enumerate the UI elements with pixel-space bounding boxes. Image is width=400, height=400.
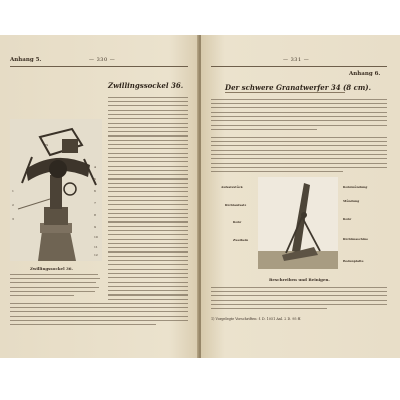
left-body-column	[108, 95, 188, 301]
figure-number: 5	[94, 177, 96, 181]
figure-label-left: Zweibein	[233, 238, 249, 242]
left-header-rule	[10, 66, 188, 67]
figure-number: 7	[94, 201, 96, 205]
left-page	[0, 35, 199, 358]
left-figure-caption: Zwillingssockel 36.	[30, 266, 73, 271]
left-body-bottom	[10, 301, 188, 327]
figure-label-left: Aufsatzstück	[221, 185, 243, 189]
twin-mount-drawing	[10, 119, 102, 261]
right-footnote: 1) Vorgelegte Vorschriften: f. D. 1051 Anl. 2 D. 95 ff.	[211, 317, 301, 321]
figure-number: 4	[94, 165, 96, 169]
figure-number: 11	[94, 245, 98, 249]
right-title-underline	[225, 92, 345, 93]
figure-label-right: Rohr	[343, 217, 352, 221]
figure-label-right: Bodenplatte	[343, 259, 364, 263]
right-page	[201, 35, 400, 358]
figure-number: 10	[94, 235, 98, 239]
figure-label-right: Richtmaschine	[343, 237, 369, 241]
left-figure-legend	[10, 272, 102, 298]
right-header-rule	[211, 66, 387, 67]
figure-tag: ZS	[44, 143, 49, 147]
figure-label-right: Mündung	[343, 199, 360, 203]
right-figure	[258, 177, 338, 269]
figure-number: 1	[12, 189, 14, 193]
figure-number: 2	[12, 203, 14, 207]
mortar-drawing	[258, 177, 338, 269]
right-page-section-header: Anhang 6.	[349, 71, 381, 77]
figure-label-left: Rohr	[233, 220, 242, 224]
figure-label-left: Richtaufsatz	[225, 203, 247, 207]
figure-label-right: Rohrmündung	[343, 185, 368, 189]
left-figure	[10, 119, 102, 261]
right-page-number: — 331 —	[283, 57, 310, 63]
figure-number: 6	[94, 189, 96, 193]
figure-number: 9	[94, 225, 96, 229]
figure-number: 8	[94, 213, 96, 217]
left-page-title: Zwillingssockel 36.	[108, 81, 184, 90]
right-figure-caption: Beschreiben und Reinigen.	[269, 277, 330, 282]
figure-number: 3	[12, 217, 14, 221]
right-body-middle	[211, 135, 387, 174]
left-page-number: — 330 —	[89, 57, 116, 63]
figure-number: 12	[94, 253, 98, 257]
left-page-section-header: Anhang 5.	[10, 57, 42, 63]
right-body-bottom	[211, 285, 387, 311]
book-spread	[0, 35, 400, 358]
right-body-top	[211, 97, 387, 131]
right-page-title: Der schwere Granatwerfer 34 (8 cm).	[225, 83, 372, 92]
